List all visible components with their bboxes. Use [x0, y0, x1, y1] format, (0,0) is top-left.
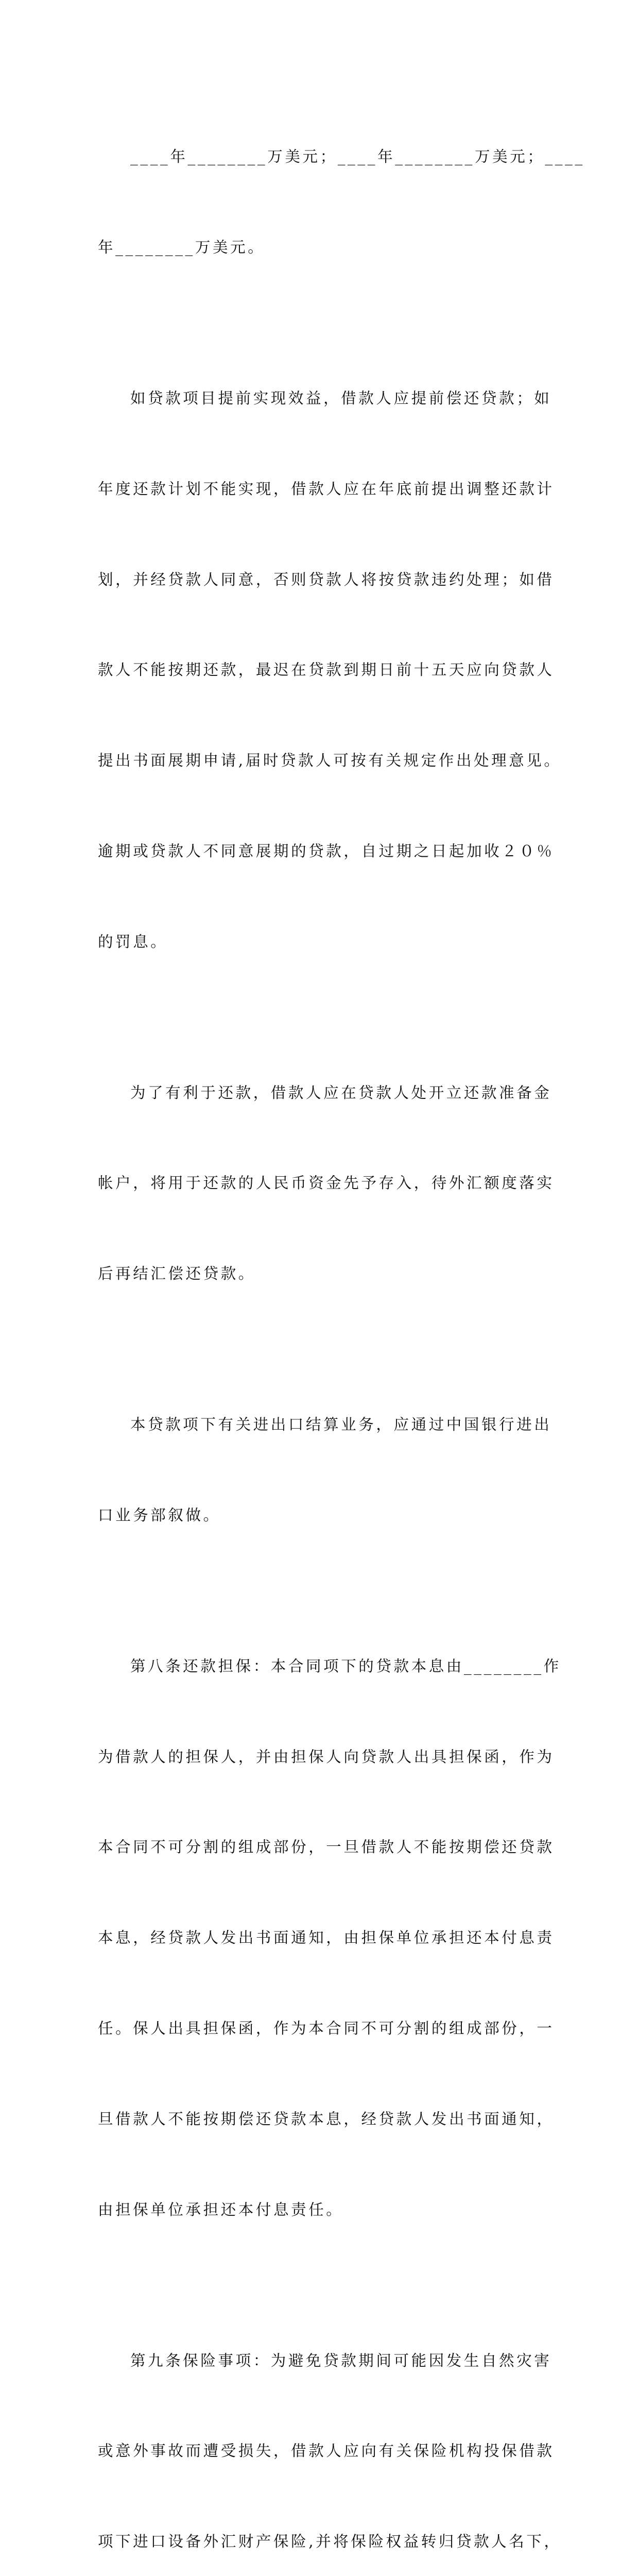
text-line: 或意外事故而遭受损失，借款人应向有关保险机构投保借款 [98, 2442, 555, 2460]
text-line: 的罚息。 [98, 933, 168, 951]
text-line: 如贷款项目提前实现效益，借款人应提前偿还贷款；如 [130, 389, 552, 407]
text-line: 为借款人的担保人，并由担保人向贷款人出具担保函，作为 [98, 1748, 555, 1766]
text-line: ____年________万美元；____年________万美元；____ [130, 148, 585, 166]
text-line: 款人不能按期还款，最迟在贷款到期日前十五天应向贷款人 [98, 661, 555, 679]
text-line: 年________万美元。 [98, 238, 266, 256]
paragraph-article-8-guarantee [98, 1591, 561, 2285]
text-line: 第八条还款担保：本合同项下的贷款本息由________作 [130, 1657, 561, 1675]
paragraph-article-9-insurance [98, 2285, 561, 2576]
text-line: 口业务部叙做。 [98, 1506, 221, 1524]
text-line: 帐户，将用于还款的人民币资金先予存入，待外汇额度落实 [98, 1174, 555, 1192]
text-line: 旦借款人不能按期偿还贷款本息，经贷款人发出书面通知， [98, 2110, 555, 2128]
text-line: 项下进口设备外汇财产保险,并将保险权益转归贷款人名下， [98, 2533, 562, 2551]
text-line: 本息，经贷款人发出书面通知，由担保单位承担还本付息责 [98, 1929, 555, 1947]
paragraph-early-repayment [98, 323, 561, 1018]
text-line: 由担保单位承担还本付息责任。 [98, 2200, 344, 2218]
text-line: 划，并经贷款人同意，否则贷款人将按贷款违约处理；如借 [98, 570, 555, 588]
paragraph-repayment-schedule [98, 81, 585, 323]
paragraph-reserve-account [98, 1017, 561, 1349]
text-line: 第九条保险事项：为避免贷款期间可能因发生自然灾害 [130, 2351, 552, 2369]
text-line: 逾期或贷款人不同意展期的贷款，自过期之日起加收２０％ [98, 842, 555, 860]
text-line: 本合同不可分割的组成部份，一旦借款人不能按期偿还贷款 [98, 1838, 555, 1856]
text-line: 为了有利于还款，借款人应在贷款人处开立还款准备金 [130, 1083, 552, 1101]
document-page [98, 81, 585, 2576]
text-line: 任。保人出具担保函，作为本合同不可分割的组成部份，一 [98, 2020, 555, 2037]
text-line: 提出书面展期申请,届时贷款人可按有关规定作出处理意见。 [98, 752, 562, 770]
paragraph-settlement [98, 1349, 561, 1591]
text-line: 本贷款项下有关进出口结算业务，应通过中国银行进出 [130, 1416, 552, 1434]
text-line: 后再结汇偿还贷款。 [98, 1265, 256, 1283]
text-line: 年度还款计划不能实现，借款人应在年底前提出调整还款计 [98, 480, 555, 498]
